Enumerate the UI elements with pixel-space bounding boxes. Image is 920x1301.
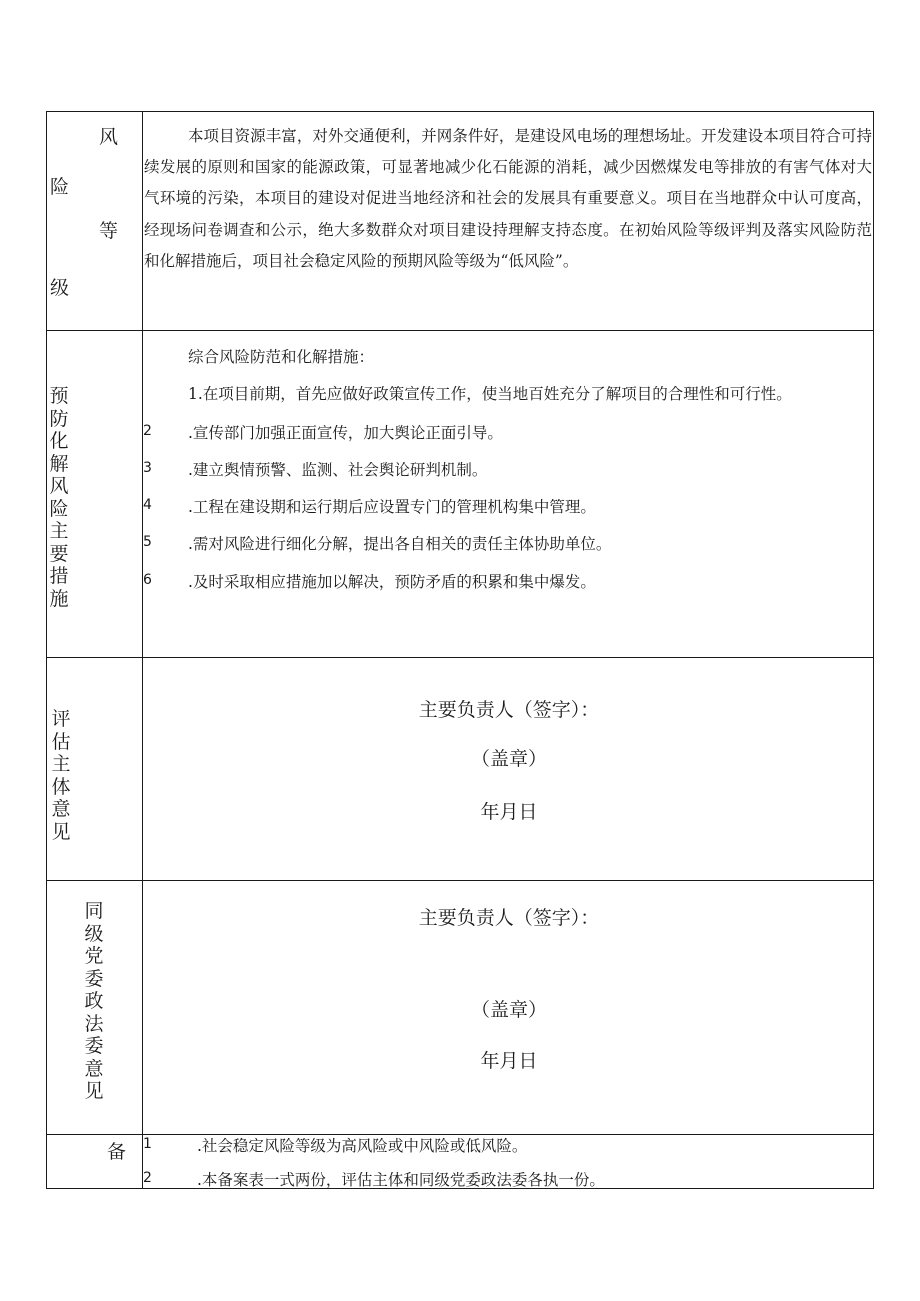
measures-label-char: 化 (49, 430, 69, 452)
assessment-label-char: 估 (51, 730, 71, 753)
committee-label (82, 900, 106, 1103)
remarks-item: .本备案表一式两份，评估主体和同级党委政法委各执一份。 (197, 1171, 605, 1189)
committee-label-char: 政 (84, 990, 104, 1012)
assessment-label-char: 意 (51, 798, 71, 820)
measures-item-number: 6 (143, 572, 152, 588)
measures-label (47, 385, 71, 610)
measures-label-char: 解 (49, 452, 69, 475)
risk-level-label-char: 风 (99, 126, 119, 148)
remarks-item: .社会稳定风险等级为高风险或中风险或低风险。 (197, 1137, 528, 1155)
measures-label-char: 要 (49, 542, 69, 565)
row-divider (47, 880, 873, 881)
committee-label-char: 委 (84, 1035, 104, 1057)
measures-label-char: 风 (49, 475, 69, 497)
committee-label-char: 同 (84, 900, 104, 922)
risk-level-label-char: 险 (50, 176, 70, 198)
risk-level-label-char: 等 (99, 220, 119, 242)
measures-item-number: 2 (143, 423, 152, 439)
assessment-signer-line: 主要负责人（签字）： (418, 699, 600, 721)
committee-date: 年月日 (480, 1050, 538, 1072)
assessment-label-char: 见 (51, 820, 71, 843)
measures-label-char: 主 (49, 520, 69, 542)
committee-label-char: 见 (84, 1080, 104, 1102)
record-table (46, 111, 874, 1189)
committee-signer-line: 主要负责人（签字）： (418, 907, 600, 929)
committee-label-char: 级 (84, 922, 104, 945)
measures-label-char: 预 (49, 385, 69, 407)
row-divider (47, 657, 873, 658)
committee-label-char: 委 (84, 967, 104, 990)
remarks-item-number: 1 (143, 1136, 152, 1152)
remarks-label: 备 (107, 1141, 127, 1163)
measures-label-char: 施 (49, 587, 69, 610)
measures-item-number: 5 (143, 534, 152, 550)
committee-label-char: 党 (84, 945, 104, 967)
assessment-label-char: 体 (51, 775, 71, 798)
committee-label-char: 法 (84, 1012, 104, 1035)
measures-intro: 综合风险防范和化解措施： (188, 348, 375, 366)
committee-seal: （盖章） (470, 999, 547, 1021)
assessment-seal: （盖章） (470, 748, 547, 770)
measures-item: .宣传部门加强正面宣传，加大舆论正面引导。 (188, 424, 503, 442)
measures-item-number: 4 (143, 497, 152, 513)
measures-label-char: 险 (49, 497, 69, 520)
measures-item-number: 3 (143, 460, 152, 476)
measures-item: 1.在项目前期，首先应做好政策宣传工作，使当地百姓充分了解项目的合理性和可行性。 (188, 385, 792, 403)
risk-level-label-char: 级 (50, 277, 70, 299)
measures-item: .工程在建设期和运行期后应设置专门的管理机构集中管理。 (188, 498, 596, 516)
committee-label-char: 意 (84, 1057, 104, 1080)
remarks-item-number: 2 (143, 1170, 152, 1186)
assessment-label-char: 评 (51, 708, 71, 730)
risk-level-paragraph: 本项目资源丰富，对外交通便利，并网条件好，是建设风电场的理想场址。开发建设本项目符合可持续发展的原则和国家的能源政策，可显著地减少化石能源的消耗，减少因燃煤发电等排放的有害气体对大气环境的污染，本项目的建设对促进当地经济和社会的发展具有重要意义。项目在当地群众中认可度高，经现场问卷调查和公示，绝大多数群众对项目建设持理解支持态度。在初始风险等级评判及落实风险防范和化解措施后，项目社会稳定风险的预期风险等级为“低风险”。 (144, 127, 872, 270)
column-divider (142, 112, 143, 1188)
measures-item: .需对风险进行细化分解，提出各自相关的责任主体协助单位。 (188, 535, 612, 553)
row-divider (47, 330, 873, 331)
assessment-label-char: 主 (51, 753, 71, 775)
assessment-date: 年月日 (480, 801, 538, 823)
measures-item: .建立舆情预警、监测、社会舆论研判机制。 (188, 461, 488, 479)
measures-label-char: 措 (49, 565, 69, 587)
measures-item: .及时采取相应措施加以解决，预防矛盾的积累和集中爆发。 (188, 573, 596, 591)
assessment-label (49, 708, 73, 843)
measures-label-char: 防 (49, 407, 69, 430)
